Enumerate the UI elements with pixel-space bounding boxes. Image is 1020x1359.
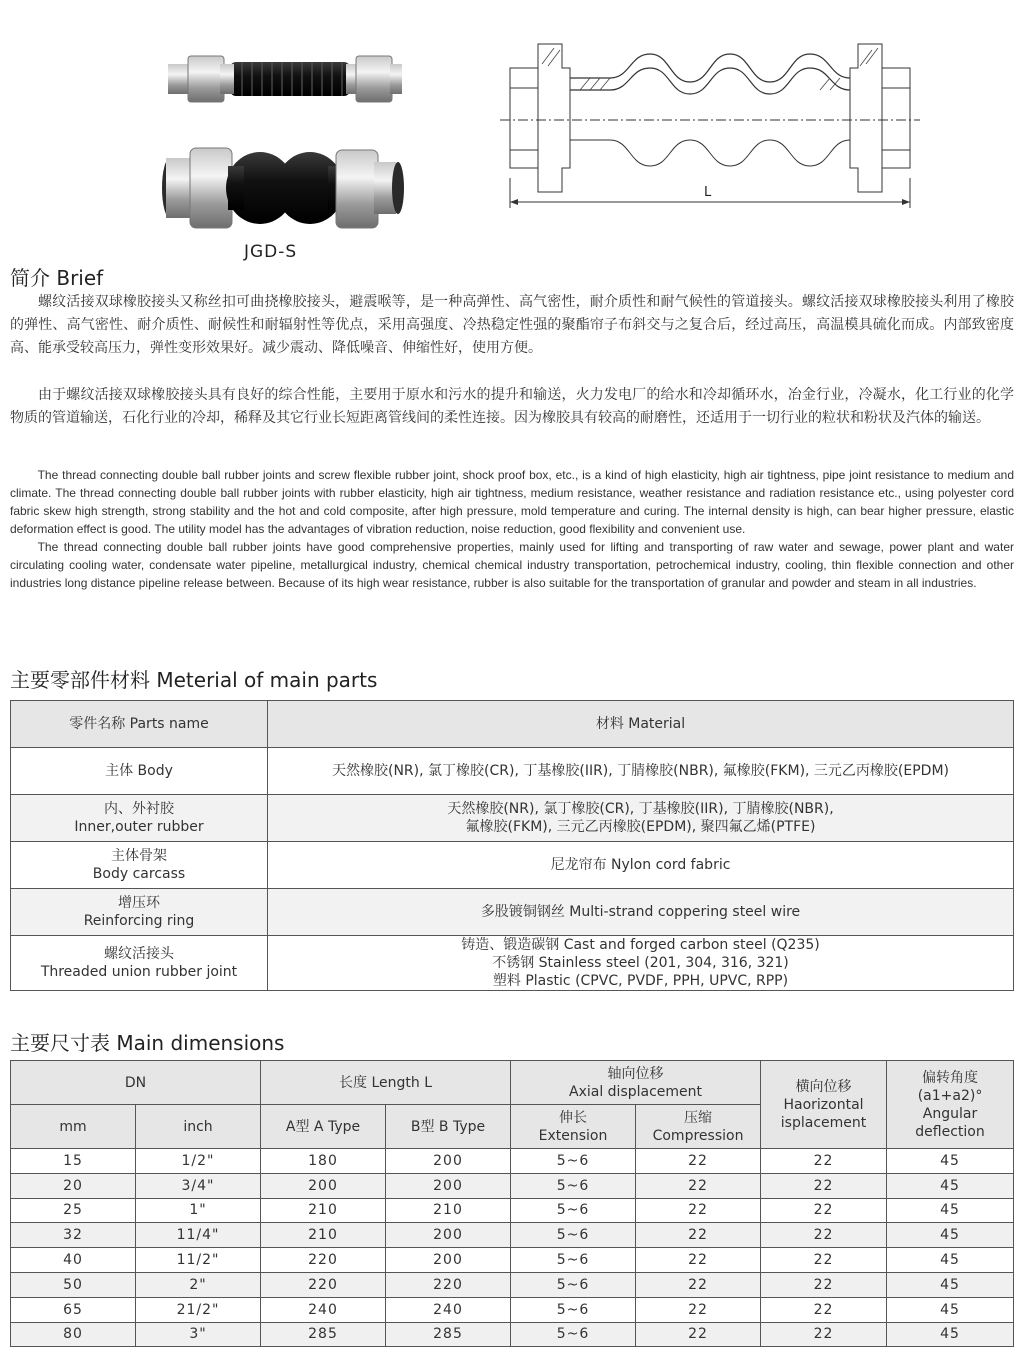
dims-header-lateral bbox=[761, 1061, 887, 1149]
dims-cell: 45 bbox=[887, 1149, 1014, 1174]
dims-cell: 80 bbox=[11, 1322, 136, 1347]
parts-cell-line: Reinforcing ring bbox=[83, 913, 195, 929]
dims-header-lateral-en1: Haorizontal bbox=[783, 1096, 864, 1113]
dims-cell: 5~6 bbox=[511, 1297, 636, 1322]
parts-cell-line: 内、外衬胶 bbox=[104, 801, 174, 817]
dims-cell: 5~6 bbox=[511, 1173, 636, 1198]
dims-row bbox=[11, 1173, 1014, 1198]
parts-cell-name bbox=[11, 748, 268, 795]
dims-cell: 1/2" bbox=[136, 1149, 261, 1174]
parts-table bbox=[10, 700, 1014, 991]
dims-cell: 22 bbox=[761, 1248, 887, 1273]
dims-cell: 20 bbox=[11, 1173, 136, 1198]
dims-cell: 22 bbox=[761, 1173, 887, 1198]
dims-cell: 45 bbox=[887, 1223, 1014, 1248]
parts-cell-name bbox=[11, 795, 268, 842]
dims-header-length: 长度 Length L bbox=[261, 1061, 511, 1105]
dims-cell: 1" bbox=[136, 1198, 261, 1223]
dims-header-axial bbox=[511, 1061, 761, 1105]
dims-header-inch: inch bbox=[136, 1105, 261, 1149]
dims-header-angle bbox=[887, 1061, 1014, 1149]
parts-cell-material bbox=[268, 748, 1014, 795]
brief-en-paragraph-2: The thread connecting double ball rubber joints have good comprehensive properties, mainly used for lifting and transporting of raw water and sewage, power plant and water circulating cooling water, condensate water pipeline, metallurgical industry, chemical chemical industry transportation, petrochemical industry, cooling, thin flexible connection and other industries long distance pipeline release between. Because of its high wear resistance, rubber is also suitable for the transportation of granular and powder and steam in all industries. bbox=[10, 540, 1014, 590]
dims-cell: 180 bbox=[261, 1149, 386, 1174]
dims-cell: 11/4" bbox=[136, 1223, 261, 1248]
parts-cell-line: 螺纹活接头 bbox=[104, 946, 174, 962]
dims-cell: 210 bbox=[261, 1223, 386, 1248]
dims-cell: 210 bbox=[261, 1198, 386, 1223]
dims-cell: 5~6 bbox=[511, 1149, 636, 1174]
dims-cell: 210 bbox=[386, 1198, 511, 1223]
dims-cell: 285 bbox=[261, 1322, 386, 1347]
dims-header-compression bbox=[636, 1105, 761, 1149]
dims-row bbox=[11, 1322, 1014, 1347]
parts-header-name: 零件名称 Parts name bbox=[11, 701, 268, 748]
dims-cell: 25 bbox=[11, 1198, 136, 1223]
dims-cell: 5~6 bbox=[511, 1223, 636, 1248]
technical-drawing bbox=[490, 28, 930, 218]
parts-cell-line: 多股镀铜钢丝 Multi-strand coppering steel wire bbox=[480, 904, 801, 920]
parts-cell-line: Inner,outer rubber bbox=[74, 819, 204, 835]
dims-cell: 200 bbox=[386, 1223, 511, 1248]
dims-cell: 285 bbox=[386, 1322, 511, 1347]
dims-cell: 220 bbox=[386, 1272, 511, 1297]
dims-header-angle-cn: 偏转角度 bbox=[922, 1069, 978, 1086]
parts-body bbox=[11, 748, 1014, 991]
parts-title: 主要零部件材料 Meterial of main parts bbox=[10, 668, 378, 692]
parts-cell-line: 主体 Body bbox=[105, 763, 173, 779]
parts-row bbox=[11, 889, 1014, 936]
dims-cell: 22 bbox=[761, 1223, 887, 1248]
parts-row bbox=[11, 795, 1014, 842]
brief-cn-paragraph-1: 螺纹活接双球橡胶接头又称丝扣可曲挠橡胶接头，避震喉等，是一种高弹性、高气密性，耐介质性和耐气候性的管道接头。螺纹活接双球橡胶接头利用了橡胶的弹性、高气密性、耐介质性、耐候性和耐辐射性等优点，采用高强度、冷热稳定性强的聚酯帘子布斜交与之复合后，经过高压，高温模具硫化而成。内部致密度高、能承受较高压力，弹性变形效果好。减少震动、降低噪音、伸缩性好，使用方便。 bbox=[10, 294, 1014, 356]
dims-cell: 22 bbox=[636, 1149, 761, 1174]
model-label: JGD-S bbox=[244, 242, 298, 262]
parts-cell-name bbox=[11, 936, 268, 991]
parts-cell-line: 增压环 bbox=[118, 895, 160, 911]
parts-cell-material bbox=[268, 889, 1014, 936]
dims-cell: 200 bbox=[261, 1173, 386, 1198]
dims-table bbox=[10, 1060, 1014, 1347]
parts-cell-line: 天然橡胶(NR), 氯丁橡胶(CR), 丁基橡胶(IIR), 丁腈橡胶(NBR), bbox=[447, 801, 834, 817]
dims-header-compression-cn: 压缩 bbox=[684, 1109, 713, 1126]
dims-body bbox=[11, 1149, 1014, 1347]
brief-en-block bbox=[10, 466, 1014, 592]
dims-title: 主要尺寸表 Main dimensions bbox=[10, 1031, 285, 1055]
parts-cell-line: Threaded union rubber joint bbox=[40, 964, 238, 980]
dims-header-axial-en: Axial displacement bbox=[569, 1083, 703, 1100]
product-photos bbox=[150, 40, 410, 235]
dims-cell: 45 bbox=[887, 1248, 1014, 1273]
dims-cell: 240 bbox=[386, 1297, 511, 1322]
dims-cell: 240 bbox=[261, 1297, 386, 1322]
dims-row bbox=[11, 1198, 1014, 1223]
bellows-joint-photo bbox=[168, 56, 402, 102]
parts-cell-line: Body carcass bbox=[92, 866, 186, 882]
dims-cell: 22 bbox=[761, 1322, 887, 1347]
dims-cell: 22 bbox=[761, 1149, 887, 1174]
dims-cell: 50 bbox=[11, 1272, 136, 1297]
dims-cell: 5~6 bbox=[511, 1272, 636, 1297]
dims-cell: 22 bbox=[636, 1248, 761, 1273]
dims-cell: 32 bbox=[11, 1223, 136, 1248]
dims-cell: 220 bbox=[261, 1248, 386, 1273]
parts-cell-line: 氟橡胶(FKM), 三元乙丙橡胶(EPDM), 聚四氟乙烯(PTFE) bbox=[465, 819, 816, 835]
dims-cell: 45 bbox=[887, 1297, 1014, 1322]
parts-cell-name bbox=[11, 842, 268, 889]
dims-cell: 3/4" bbox=[136, 1173, 261, 1198]
parts-cell-material bbox=[268, 842, 1014, 889]
dims-header-mm: mm bbox=[11, 1105, 136, 1149]
parts-cell-material bbox=[268, 936, 1014, 991]
dims-cell: 22 bbox=[636, 1223, 761, 1248]
dims-cell: 3" bbox=[136, 1322, 261, 1347]
dims-cell: 45 bbox=[887, 1173, 1014, 1198]
dims-cell: 5~6 bbox=[511, 1248, 636, 1273]
dims-cell: 200 bbox=[386, 1248, 511, 1273]
dims-row bbox=[11, 1223, 1014, 1248]
dims-header-angle-formula: (a1+a2)° bbox=[917, 1087, 983, 1104]
parts-row bbox=[11, 748, 1014, 795]
dims-cell: 11/2" bbox=[136, 1248, 261, 1273]
dims-cell: 21/2" bbox=[136, 1297, 261, 1322]
dims-header-extension-cn: 伸长 bbox=[559, 1109, 588, 1126]
dims-cell: 200 bbox=[386, 1149, 511, 1174]
dims-header-compression-en: Compression bbox=[652, 1127, 744, 1144]
brief-title: 简介 Brief bbox=[10, 266, 104, 290]
dims-cell: 22 bbox=[636, 1322, 761, 1347]
parts-cell-line: 塑料 Plastic (CPVC, PVDF, PPH, UPVC, RPP) bbox=[492, 973, 789, 989]
parts-cell-line: 铸造、锻造碳钢 Cast and forged carbon steel (Q235) bbox=[461, 937, 820, 953]
dims-row bbox=[11, 1297, 1014, 1322]
dims-cell: 65 bbox=[11, 1297, 136, 1322]
dims-header-dn: DN bbox=[11, 1061, 261, 1105]
parts-cell-line: 不锈钢 Stainless steel (201, 304, 316, 321) bbox=[492, 955, 789, 971]
dims-cell: 5~6 bbox=[511, 1198, 636, 1223]
dims-header-extension bbox=[511, 1105, 636, 1149]
parts-cell-line: 天然橡胶(NR), 氯丁橡胶(CR), 丁基橡胶(IIR), 丁腈橡胶(NBR), 氟橡胶(FKM), 三元乙丙橡胶(EPDM) bbox=[332, 763, 949, 779]
dims-header-b-type: B型 B Type bbox=[386, 1105, 511, 1149]
dims-cell: 22 bbox=[636, 1297, 761, 1322]
dims-row bbox=[11, 1272, 1014, 1297]
dims-header-angle-en2: deflection bbox=[915, 1123, 985, 1140]
dims-cell: 2" bbox=[136, 1272, 261, 1297]
dims-cell: 45 bbox=[887, 1322, 1014, 1347]
parts-cell-line: 尼龙帘布 Nylon cord fabric bbox=[550, 857, 731, 873]
dims-cell: 22 bbox=[761, 1272, 887, 1297]
dims-row bbox=[11, 1248, 1014, 1273]
dims-header-lateral-en2: isplacement bbox=[780, 1114, 867, 1131]
dims-cell: 220 bbox=[261, 1272, 386, 1297]
dims-cell: 45 bbox=[887, 1272, 1014, 1297]
dims-cell: 22 bbox=[761, 1198, 887, 1223]
dims-cell: 22 bbox=[636, 1173, 761, 1198]
dims-cell: 45 bbox=[887, 1198, 1014, 1223]
parts-row bbox=[11, 936, 1014, 991]
dims-cell: 22 bbox=[761, 1297, 887, 1322]
dims-row bbox=[11, 1149, 1014, 1174]
length-label: L bbox=[704, 185, 712, 200]
parts-row bbox=[11, 842, 1014, 889]
parts-cell-name bbox=[11, 889, 268, 936]
parts-cell-line: 主体骨架 bbox=[111, 848, 167, 864]
double-ball-joint-photo bbox=[162, 148, 404, 228]
parts-cell-material bbox=[268, 795, 1014, 842]
dims-cell: 200 bbox=[386, 1173, 511, 1198]
brief-cn-paragraph-2: 由于螺纹活接双球橡胶接头具有良好的综合性能，主要用于原水和污水的提升和输送，火力发电厂的给水和冷却循环水，冶金行业，冷凝水，化工行业的化学物质的管道输送，石化行业的冷却，稀释及其它行业长短距离管线间的柔性连接。因为橡胶具有较高的耐磨性，还适用于一切行业的粒状和粉状及汽体的输送。 bbox=[10, 387, 1014, 426]
dims-header-lateral-cn: 横向位移 bbox=[795, 1078, 852, 1095]
brief-en-paragraph-1: The thread connecting double ball rubber joints and screw flexible rubber joint, shock proof box, etc., is a kind of high elasticity, high air tightness, pipe joint resistance to medium and climate. The thread connecting double ball rubber joints with rubber elasticity, high air tightness, medium resistance, weather resistance and radiation resistance etc., using polyester cord fabric skew high strength, strong stability and the hot and cold composite, after high pressure, mold temperature and curing. The internal density is high, can bear higher pressure, elastic deformation effect is good. The utility model has the advantages of vibration reduction, noise reduction, good flexibility and convenient use. bbox=[10, 468, 1014, 536]
dims-cell: 15 bbox=[11, 1149, 136, 1174]
dims-cell: 5~6 bbox=[511, 1322, 636, 1347]
dims-header-a-type: A型 A Type bbox=[261, 1105, 386, 1149]
dims-cell: 22 bbox=[636, 1272, 761, 1297]
dims-header-extension-en: Extension bbox=[538, 1127, 608, 1144]
dims-cell: 40 bbox=[11, 1248, 136, 1273]
dims-cell: 22 bbox=[636, 1198, 761, 1223]
parts-header-material: 材料 Material bbox=[268, 701, 1014, 748]
dims-header-axial-cn: 轴向位移 bbox=[607, 1065, 664, 1082]
dims-header-angle-en1: Angular bbox=[922, 1105, 978, 1122]
